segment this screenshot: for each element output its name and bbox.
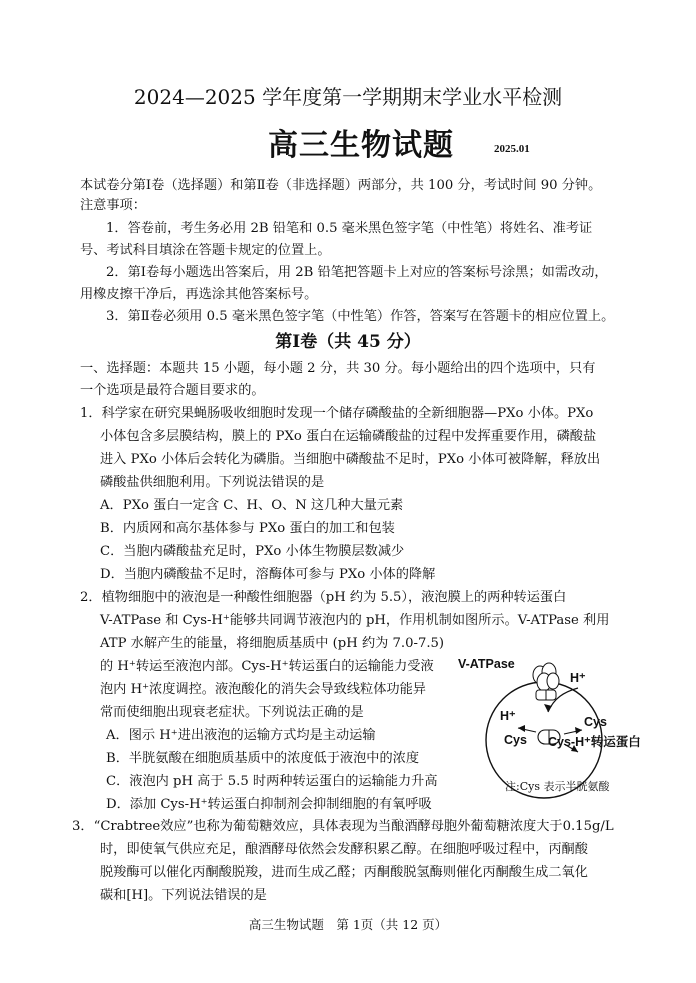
intro-line: 本试卷分第Ⅰ卷（选择题）和第Ⅱ卷（非选择题）两部分，共 100 分，考试时间 90 分钟。 (80, 178, 602, 193)
q1-stem: 磷酸盐供细胞利用。下列说法错误的是 (100, 475, 325, 490)
label-cys-inside: Cys (504, 733, 527, 747)
q1-option-b: B．内质网和高尔基体参与 PXo 蛋白的加工和包装 (100, 521, 395, 536)
q3-stem: 3．“Crabtree效应”也称为葡萄糖效应，具体表现为当酿酒酵母胞外葡萄糖浓度大于0.15g/L (72, 819, 614, 834)
q1-option-c: C．当胞内磷酸盐充足时，PXo 小体生物膜层数减少 (100, 544, 405, 559)
label-h-outside: H⁺ (570, 671, 586, 685)
q1-stem: 小体包含多层膜结构，膜上的 PXo 蛋白在运输磷酸盐的过程中发挥重要作用，磷酸盐 (100, 429, 597, 444)
label-transporter: Cys-H⁺转运蛋白 (548, 735, 641, 749)
section-title: 第Ⅰ卷（共 45 分） (275, 332, 421, 352)
q1-option-a: A．PXo 蛋白一定含 C、H、O、N 这几种大量元素 (100, 498, 404, 513)
label-h-inside: H⁺ (500, 709, 516, 723)
label-v-atpase: V-ATPase (458, 657, 515, 671)
q1-option-d: D．当胞内磷酸盐不足时，溶酶体可参与 PXo 小体的降解 (100, 567, 436, 582)
exam-date: 2025.01 (494, 143, 530, 155)
part-instruction: 一个选项是最符合题目要求的。 (80, 383, 265, 398)
q2-stem: 常而使细胞出现衰老症状。下列说法正确的是 (100, 705, 364, 720)
q2-option-c: C．液泡内 pH 高于 5.5 时两种转运蛋白的运输能力升高 (106, 774, 438, 789)
label-cys-outside: Cys (584, 715, 607, 729)
q2-stem: ATP 水解产生的能量，将细胞质基质中 (pH 约为 7.0-7.5) (100, 636, 445, 651)
note-item: 用橡皮擦干净后，再选涂其他答案标号。 (80, 287, 318, 302)
q2-stem: 2．植物细胞中的液泡是一种酸性细胞器（pH 约为 5.5），液泡膜上的两种转运蛋白 (80, 590, 567, 605)
note-item: 号、考试科目填涂在答题卡规定的位置上。 (80, 243, 331, 258)
q2-stem: 的 H⁺转运至液泡内部。Cys-H⁺转运蛋白的运输能力受液 (100, 659, 434, 674)
note-item: 3．第Ⅱ卷必须用 0.5 毫米黑色签字笔（中性笔）作答，答案写在答题卡的相应位置上。 (106, 309, 615, 324)
subject-title: 高三生物试题 (268, 128, 454, 163)
q1-stem: 1．科学家在研究果蝇肠吸收细胞时发现一个储存磷酸盐的全新细胞器—PXo 小体。PXo (80, 406, 594, 421)
q3-stem: 时，即使氧气供应充足，酿酒酵母依然会发酵积累乙醇。在细胞呼吸过程中，丙酮酸 (100, 842, 588, 857)
q1-stem: 进入 PXo 小体后会转化为磷脂。当细胞中磷酸盐不足时，PXo 小体可被降解，释放出 (100, 452, 601, 467)
notes-heading: 注意事项： (80, 198, 146, 213)
q2-option-b: B．半胱氨酸在细胞质基质中的浓度低于液泡中的浓度 (106, 751, 420, 766)
q2-stem: 泡内 H⁺浓度调控。液泡酸化的消失会导致线粒体功能异 (100, 682, 426, 697)
q3-stem: 碳和[H]。下列说法错误的是 (100, 888, 267, 903)
q2-option-d: D．添加 Cys-H⁺转运蛋白抑制剂会抑制细胞的有氧呼吸 (106, 797, 432, 812)
q3-stem: 脱羧酶可以催化丙酮酸脱羧，进而生成乙醛；丙酮酸脱氢酶则催化丙酮酸生成二氧化 (100, 865, 588, 880)
note-item: 2．第Ⅰ卷每小题选出答案后，用 2B 铅笔把答题卡上对应的答案标号涂黑；如需改动， (106, 265, 608, 280)
exam-title: 2024—2025 学年度第一学期期末学业水平检测 (133, 85, 563, 109)
q2-stem: V-ATPase 和 Cys-H⁺能够共同调节液泡内的 pH，作用机制如图所示。V-ATPase 利用 (100, 613, 610, 628)
q2-option-a: A．图示 H⁺进出液泡的运输方式均是主动运输 (106, 728, 376, 743)
diagram-note: 注:Cys 表示半胱氨酸 (505, 780, 610, 793)
part-instruction: 一、选择题：本题共 15 小题，每小题 2 分，共 30 分。每小题给出的四个选项中，只有 (80, 361, 596, 376)
page-footer: 高三生物试题 第 1页（共 12 页） (248, 917, 448, 932)
note-item: 1．答卷前，考生务必用 2B 铅笔和 0.5 毫米黑色签字笔（中性笔）将姓名、准考证 (106, 221, 593, 236)
v-atpase-protein (533, 663, 559, 700)
